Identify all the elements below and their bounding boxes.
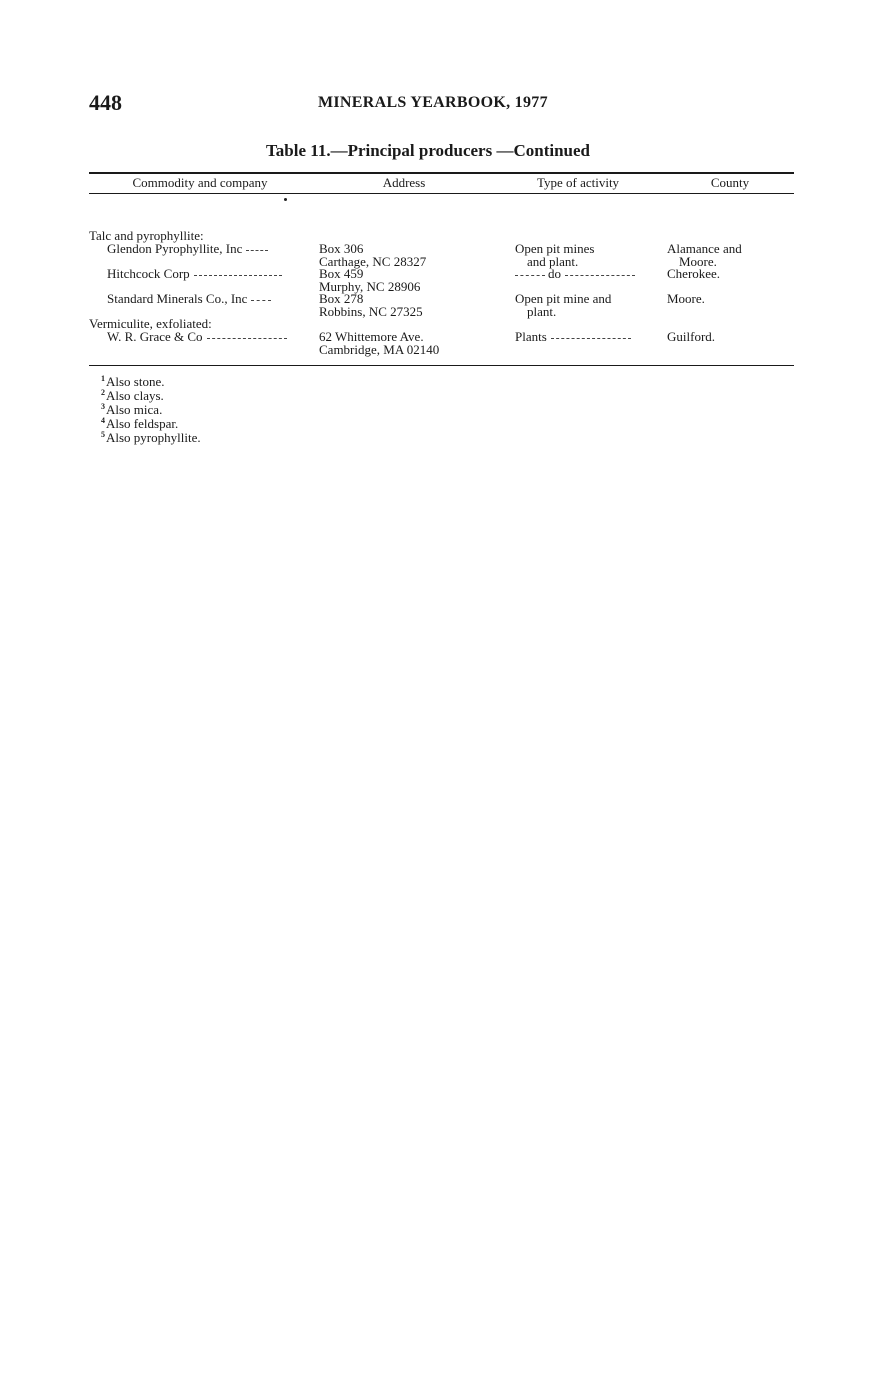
activity-line: plant. [527, 303, 557, 319]
table-row-county [667, 243, 742, 268]
footnote-text: Also mica. [106, 402, 163, 417]
table-row-company [107, 331, 287, 344]
address-line: Box 459 [319, 266, 364, 281]
activity-line: and plant. [527, 253, 579, 269]
page-number: 448 [89, 90, 122, 115]
table-row-activity [515, 331, 631, 344]
company-name: Glendon Pyrophyllite, Inc [107, 241, 243, 256]
address-line: Cambridge, MA 02140 [319, 341, 440, 357]
footnote-text: Also clays. [106, 388, 164, 403]
county-line: Alamance and [667, 241, 742, 256]
dot-leader [194, 275, 282, 276]
column-header-commodity: Commodity and company [132, 175, 268, 190]
table-header-rule [89, 193, 794, 194]
table-row-address [319, 293, 423, 318]
footnote [101, 428, 201, 445]
footnote-text: Also stone. [106, 374, 165, 389]
activity-line: Plants [515, 329, 547, 344]
table-row-company [107, 243, 268, 256]
address-line: Carthage, NC 28327 [319, 253, 427, 269]
table-row-company [107, 268, 282, 281]
column-header-address: Address [382, 175, 426, 190]
dot-leader [251, 300, 271, 301]
table-row-company [107, 293, 271, 306]
section-label-talc: Talc and pyrophyllite: [89, 228, 204, 243]
table-title: Table 11.—Principal producers —Continued [266, 141, 590, 160]
county-line: Moore. [667, 291, 705, 306]
table-row-address [319, 268, 420, 293]
county-line: Cherokee. [667, 266, 721, 281]
table-row-county [667, 331, 715, 344]
activity-line: Open pit mine and [515, 291, 612, 306]
activity-line: Open pit mines [515, 241, 595, 256]
column-header-county: County [710, 175, 750, 190]
dot-leader [515, 275, 545, 276]
footnote-text: Also feldspar. [106, 416, 179, 431]
address-line: Robbins, NC 27325 [319, 303, 423, 319]
table-bottom-rule [89, 365, 794, 366]
company-name: Standard Minerals Co., Inc [107, 291, 248, 306]
table-row-activity [515, 293, 611, 318]
footnote-mark: 4 [101, 416, 105, 425]
company-name: Hitchcock Corp [107, 266, 190, 281]
footnote-mark: 3 [101, 402, 105, 411]
dot-leader [246, 250, 268, 251]
running-head: MINERALS YEARBOOK, 1977 [318, 94, 548, 111]
dot-leader [207, 338, 287, 339]
county-line: Guilford. [667, 329, 716, 344]
address-line: 62 Whittemore Ave. [319, 329, 424, 344]
table-row-county [667, 293, 705, 306]
address-line: Box 278 [319, 291, 364, 306]
ditto-mark: do [548, 266, 561, 281]
footnote-mark: 1 [101, 374, 105, 383]
company-name: W. R. Grace & Co [107, 329, 203, 344]
county-line: Moore. [679, 253, 717, 269]
footnote-mark: 2 [101, 388, 105, 397]
table-row-activity [515, 243, 594, 268]
dot-leader [551, 338, 631, 339]
table-row-activity [515, 268, 635, 281]
section-label-vermiculite: Vermiculite, exfoliated: [89, 316, 212, 331]
table-top-rule [89, 172, 794, 174]
footnote-text: Also pyrophyllite. [106, 430, 201, 445]
footnote-mark: 5 [101, 430, 105, 439]
address-line: Murphy, NC 28906 [319, 278, 421, 294]
dot-leader [565, 275, 635, 276]
address-line: Box 306 [319, 241, 364, 256]
table-row-county [667, 268, 720, 281]
ink-speck [284, 198, 287, 201]
column-header-activity: Type of activity [536, 175, 620, 190]
table-row-address [319, 243, 426, 268]
table-row-address [319, 331, 439, 356]
